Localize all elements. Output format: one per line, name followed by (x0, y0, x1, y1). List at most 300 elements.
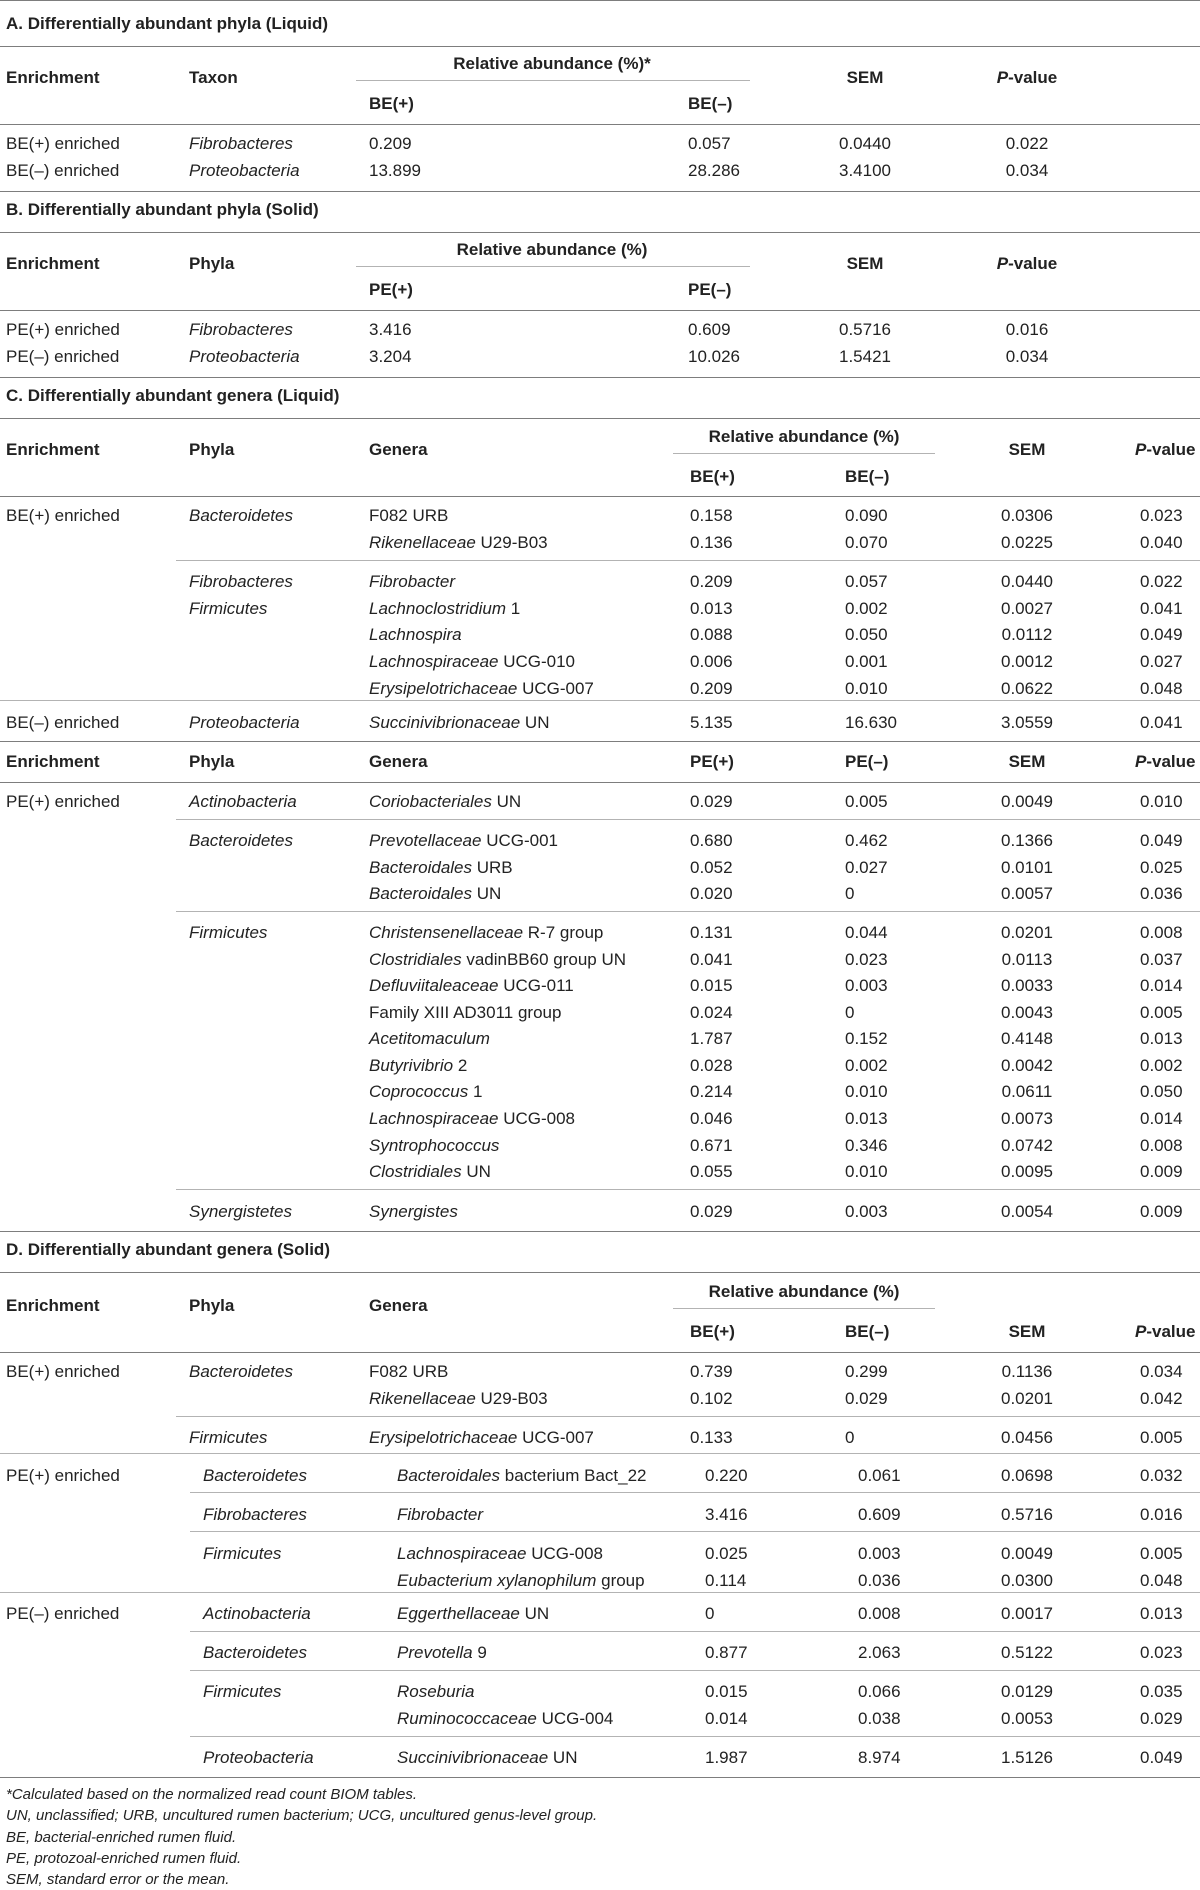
group-rule (190, 1631, 1200, 1632)
genus-name-suffix: U29-B03 (475, 1389, 548, 1408)
genus-name-italic: Rikenellaceae (369, 533, 476, 552)
phyla-cell: Actinobacteria (203, 1604, 311, 1623)
p-value-cell: 0.032 (1140, 1466, 1183, 1485)
genus-name-suffix: 2 (453, 1056, 468, 1075)
genus-name-italic: Fibrobacter (369, 572, 455, 591)
genus-cell (397, 1643, 487, 1663)
header-phyla: Phyla (189, 440, 235, 459)
p-value-cell: 0.022 (1140, 572, 1183, 591)
group-rule (176, 560, 1200, 561)
sem-cell: 0.0017 (1001, 1604, 1053, 1623)
p-value-cell: 0.050 (1140, 1082, 1183, 1101)
header-be-plus: BE(+) (369, 94, 414, 113)
value-cell: 0.010 (845, 1082, 888, 1101)
header-enrichment: Enrichment (6, 440, 100, 459)
p-value-cell: 0.042 (1140, 1389, 1183, 1408)
value-cell: 0.013 (845, 1109, 888, 1128)
genus-name-italic: Lachnoclostridium (369, 599, 507, 618)
header-bottom-rule (0, 496, 1200, 497)
phyla-cell: Firmicutes (203, 1682, 282, 1701)
genus-name-italic: Eggerthellaceae (397, 1604, 520, 1623)
genus-cell (369, 1029, 490, 1049)
value-cell: 0.015 (690, 976, 733, 995)
genus-name-italic: Lachnospiraceae (369, 1109, 499, 1128)
sem-cell: 0.0012 (1001, 652, 1053, 671)
value-cell: 8.974 (858, 1748, 901, 1767)
genus-cell (369, 1082, 482, 1102)
p-value-cell: 0.008 (1140, 1136, 1183, 1155)
p-value-cell: 0.005 (1140, 1003, 1183, 1022)
p-value-cell: 0.022 (1005, 134, 1049, 153)
genus-name-suffix: Family XIII AD3011 group (369, 1003, 562, 1022)
genus-name-suffix: UN (548, 1748, 578, 1767)
sem-cell: 0.0101 (1001, 858, 1053, 877)
value-cell: 0.003 (845, 1202, 888, 1221)
value-cell: 0.024 (690, 1003, 733, 1022)
genus-cell (369, 713, 549, 733)
sem-cell: 0.0440 (839, 134, 891, 153)
p-value-cell: 0.048 (1140, 679, 1183, 698)
p-value-cell: 0.048 (1140, 1571, 1183, 1590)
enrichment-cell: BE(–) enriched (6, 713, 120, 732)
genus-cell (369, 652, 575, 672)
footnote: UN, unclassified; URB, uncultured rumen bacterium; UCG, uncultured genus-level group. (6, 1807, 598, 1824)
section-c-top-rule (0, 377, 1200, 378)
value-cell: 0.029 (845, 1389, 888, 1408)
genus-name-suffix: UN (491, 792, 522, 811)
sem-cell: 0.0622 (1001, 679, 1053, 698)
sem-cell: 0.0201 (1001, 1389, 1053, 1408)
genus-name-italic: Ruminococcaceae (397, 1709, 537, 1728)
genus-cell (369, 950, 626, 970)
header-sem: SEM (1008, 752, 1046, 771)
value-cell: 0.003 (845, 976, 888, 995)
value-cell: 28.286 (688, 161, 740, 180)
footnote: *Calculated based on the normalized read count BIOM tables. (6, 1786, 418, 1803)
header-p-value: P-value (1135, 1322, 1196, 1341)
header-enrichment: Enrichment (6, 254, 100, 273)
genus-name-italic: Lachnospira (369, 625, 462, 644)
genus-cell (369, 1003, 561, 1023)
header-sem: SEM (1008, 440, 1046, 459)
value-cell: 5.135 (690, 713, 733, 732)
genus-name-suffix: UN (520, 713, 550, 732)
group-rule-full (0, 1592, 1200, 1593)
enrichment-cell: PE(+) enriched (6, 792, 120, 811)
value-cell: 1.987 (705, 1748, 748, 1767)
subheader-top-rule (0, 741, 1200, 742)
value-cell: 0.025 (705, 1544, 748, 1563)
genus-name-italic: Lachnospiraceae (369, 652, 499, 671)
sem-cell: 0.0095 (1001, 1162, 1053, 1181)
genus-name-italic: Roseburia (397, 1682, 475, 1701)
value-cell: 0.013 (690, 599, 733, 618)
value-cell: 0.052 (690, 858, 733, 877)
value-cell: 0.680 (690, 831, 733, 850)
genus-name-suffix: UCG-007 (517, 679, 594, 698)
genus-name-italic: Coriobacteriales (369, 792, 492, 811)
p-value-cell: 0.014 (1140, 976, 1183, 995)
genus-name-italic: Bacteroidales (369, 884, 473, 903)
header-enrichment: Enrichment (6, 68, 100, 87)
value-cell: 0.102 (690, 1389, 733, 1408)
p-value-cell: 0.040 (1140, 533, 1183, 552)
genus-name-suffix: R-7 group (523, 923, 604, 942)
p-value-cell: 0.029 (1140, 1709, 1183, 1728)
phyla-cell: Firmicutes (189, 1428, 268, 1447)
sem-cell: 0.1366 (1001, 831, 1053, 850)
value-cell: 0.005 (845, 792, 888, 811)
taxon-cell: Proteobacteria (189, 347, 300, 366)
genus-cell (369, 858, 513, 878)
genus-cell (369, 572, 455, 592)
group-rule (176, 911, 1200, 912)
value-cell: 0 (845, 1428, 855, 1447)
genus-name-italic: Prevotella (397, 1643, 473, 1662)
genus-cell (369, 599, 520, 619)
header-pe-plus: PE(+) (369, 280, 413, 299)
value-cell: 0.609 (688, 320, 731, 339)
value-cell: 0.010 (845, 1162, 888, 1181)
taxon-cell: Proteobacteria (189, 161, 300, 180)
genus-name-italic: Eubacterium xylanophilum (397, 1571, 597, 1590)
sem-cell: 0.0033 (1001, 976, 1053, 995)
group-rule (176, 1416, 1200, 1417)
genus-name-italic: Defluviitaleaceae (369, 976, 499, 995)
value-cell: 0.020 (690, 884, 733, 903)
value-cell: 0.220 (705, 1466, 748, 1485)
value-cell: 1.787 (690, 1029, 733, 1048)
value-cell: 0.055 (690, 1162, 733, 1181)
header-relative-abundance: Relative abundance (%) (708, 427, 900, 446)
enrichment-cell: BE(+) enriched (6, 134, 120, 153)
genus-name-italic: Fibrobacter (397, 1505, 483, 1524)
header-relative-abundance: Relative abundance (%)* (453, 54, 651, 73)
group-rule (176, 1189, 1200, 1190)
section-b-top-rule (0, 191, 1200, 192)
subheader-bottom-rule (0, 782, 1200, 783)
genus-name-suffix: UCG-008 (498, 1109, 576, 1128)
sem-cell: 0.0057 (1001, 884, 1053, 903)
sem-cell: 1.5126 (1001, 1748, 1053, 1767)
group-rule-full (0, 1453, 1200, 1454)
value-cell: 0.299 (845, 1362, 888, 1381)
sem-cell: 0.0053 (1001, 1709, 1053, 1728)
value-cell: 0 (845, 1003, 855, 1022)
genus-name-suffix: UCG-008 (526, 1544, 604, 1563)
genus-name-suffix: URB (472, 858, 513, 877)
genus-cell (397, 1466, 646, 1486)
genus-cell (369, 884, 501, 904)
sem-cell: 0.1136 (1001, 1362, 1053, 1381)
header-sem: SEM (846, 68, 884, 87)
value-cell: 0.010 (845, 679, 888, 698)
group-rule (190, 1736, 1200, 1737)
genus-cell (369, 831, 558, 851)
value-cell: 0.609 (858, 1505, 901, 1524)
p-value-cell: 0.027 (1140, 652, 1183, 671)
sem-cell: 0.0698 (1001, 1466, 1053, 1485)
sem-cell: 0.0043 (1001, 1003, 1053, 1022)
p-value-cell: 0.016 (1140, 1505, 1183, 1524)
sem-cell: 0.0054 (1001, 1202, 1053, 1221)
value-cell: 3.416 (705, 1505, 748, 1524)
header-phyla: Phyla (189, 1296, 235, 1315)
p-value-cell: 0.023 (1140, 506, 1183, 525)
phyla-cell: Firmicutes (189, 599, 268, 618)
section-d-top-rule (0, 1231, 1200, 1232)
sem-cell: 0.0742 (1001, 1136, 1053, 1155)
p-value-cell: 0.013 (1140, 1604, 1183, 1623)
value-cell: 10.026 (688, 347, 740, 366)
genus-cell (369, 1202, 458, 1222)
footnote: PE, protozoal-enriched rumen fluid. (6, 1850, 242, 1867)
value-cell: 0 (705, 1604, 715, 1623)
genus-cell (397, 1709, 613, 1729)
p-value-cell: 0.035 (1140, 1682, 1183, 1701)
section-a-rule (0, 46, 1200, 47)
value-cell: 0.114 (705, 1571, 747, 1590)
phyla-cell: Bacteroidetes (203, 1466, 307, 1485)
value-cell: 0.028 (690, 1056, 733, 1075)
header-genera: Genera (369, 752, 428, 771)
p-value-cell: 0.008 (1140, 923, 1183, 942)
genus-name-italic: Lachnospiraceae (397, 1544, 527, 1563)
p-value-cell: 0.009 (1140, 1162, 1183, 1181)
value-cell: 0.090 (845, 506, 888, 525)
genus-name-italic: Acetitomaculum (369, 1029, 490, 1048)
header-enrichment: Enrichment (6, 752, 100, 771)
section-a-title: A. Differentially abundant phyla (Liquid) (6, 14, 329, 33)
header-bottom-rule (0, 310, 1200, 311)
value-cell: 0.050 (845, 625, 888, 644)
phyla-cell: Bacteroidetes (189, 831, 293, 850)
value-cell: 0.029 (690, 1202, 733, 1221)
sem-cell: 0.0306 (1001, 506, 1053, 525)
p-value-cell: 0.005 (1140, 1544, 1183, 1563)
genus-name-italic: Succinivibrionaceae (369, 713, 521, 732)
p-value-cell: 0.034 (1005, 161, 1049, 180)
value-cell: 0.015 (705, 1682, 748, 1701)
genus-cell (369, 506, 448, 526)
p-value-cell: 0.014 (1140, 1109, 1183, 1128)
value-cell: 0.209 (369, 134, 412, 153)
genus-name-italic: Coprococcus (369, 1082, 469, 1101)
header-span-rule (356, 80, 750, 81)
header-sem: SEM (846, 254, 884, 273)
genus-cell (369, 625, 462, 645)
section-b-title: B. Differentially abundant phyla (Solid) (6, 200, 319, 219)
section-c-title: C. Differentially abundant genera (Liquid) (6, 386, 340, 405)
genus-name-italic: Rikenellaceae (369, 1389, 476, 1408)
genus-name-italic: Erysipelotrichaceae (369, 1428, 518, 1447)
genus-cell (369, 1389, 548, 1409)
value-cell: 16.630 (845, 713, 897, 732)
header-bottom-rule (0, 1352, 1200, 1353)
genus-name-italic: Christensenellaceae (369, 923, 524, 942)
genus-name-italic: Clostridiales (369, 950, 462, 969)
p-value-cell: 0.049 (1140, 1748, 1183, 1767)
group-rule-full (0, 700, 1200, 701)
header-sem: SEM (1008, 1322, 1046, 1341)
header-pe-minus: PE(–) (845, 752, 889, 771)
p-value-cell: 0.025 (1140, 858, 1183, 877)
table-bottom-rule (0, 1777, 1200, 1778)
p-value-cell: 0.037 (1140, 950, 1183, 969)
genus-name-suffix: vadinBB60 group UN (461, 950, 627, 969)
phyla-cell: Fibrobacteres (203, 1505, 307, 1524)
sem-cell: 0.0611 (1001, 1082, 1053, 1101)
taxon-cell: Fibrobacteres (189, 320, 293, 339)
genus-name-suffix: UCG-011 (498, 976, 574, 995)
value-cell: 0.131 (690, 923, 733, 942)
sem-cell: 0.0073 (1001, 1109, 1053, 1128)
genus-cell (369, 1428, 594, 1448)
header-phyla: Phyla (189, 254, 235, 273)
value-cell: 0.027 (845, 858, 888, 877)
sem-cell: 0.0456 (1001, 1428, 1053, 1447)
value-cell: 0.088 (690, 625, 733, 644)
value-cell: 0.023 (845, 950, 888, 969)
p-value-cell: 0.041 (1140, 713, 1183, 732)
enrichment-cell: BE(+) enriched (6, 1362, 120, 1381)
genus-cell (369, 679, 594, 699)
header-span-rule (356, 266, 750, 267)
phyla-cell: Firmicutes (203, 1544, 282, 1563)
genus-name-italic: Syntrophococcus (369, 1136, 500, 1155)
p-value-cell: 0.023 (1140, 1643, 1183, 1662)
value-cell: 0.038 (858, 1709, 901, 1728)
value-cell: 0.462 (845, 831, 888, 850)
footnote: BE, bacterial-enriched rumen fluid. (6, 1829, 237, 1846)
phyla-cell: Fibrobacteres (189, 572, 293, 591)
p-value-cell: 0.041 (1140, 599, 1183, 618)
sem-cell: 0.0112 (1001, 625, 1053, 644)
taxon-cell: Fibrobacteres (189, 134, 293, 153)
header-p-value: P-value (996, 254, 1058, 273)
value-cell: 0.002 (845, 1056, 888, 1075)
enrichment-cell: PE(–) enriched (6, 1604, 120, 1623)
genus-name-italic: Succinivibrionaceae (397, 1748, 549, 1767)
value-cell: 3.204 (369, 347, 412, 366)
sem-cell: 0.0201 (1001, 923, 1053, 942)
phyla-cell: Firmicutes (189, 923, 268, 942)
value-cell: 0.057 (845, 572, 888, 591)
group-rule (190, 1670, 1200, 1671)
phyla-cell: Bacteroidetes (189, 1362, 293, 1381)
value-cell: 3.416 (369, 320, 412, 339)
genus-name-suffix: F082 URB (369, 506, 449, 525)
genus-name-suffix: UN (519, 1604, 550, 1623)
phyla-cell: Proteobacteria (203, 1748, 314, 1767)
genus-name-italic: Synergistes (369, 1202, 458, 1221)
header-be-minus: BE(–) (845, 467, 890, 486)
value-cell: 0.214 (690, 1082, 733, 1101)
genus-cell (369, 1056, 467, 1076)
genus-name-suffix: group (596, 1571, 645, 1590)
value-cell: 0.066 (858, 1682, 901, 1701)
genus-name-italic: Bacteroidales (397, 1466, 501, 1485)
p-value-cell: 0.016 (1005, 320, 1049, 339)
genus-name-suffix: UCG-010 (498, 652, 576, 671)
genus-name-suffix: 1 (506, 599, 521, 618)
section-d-rule (0, 1272, 1200, 1273)
header-p-value: P-value (1135, 440, 1196, 459)
value-cell: 13.899 (369, 161, 421, 180)
genus-name-suffix: UN (472, 884, 502, 903)
enrichment-cell: BE(–) enriched (6, 161, 120, 180)
enrichment-cell: PE(–) enriched (6, 347, 120, 366)
genus-name-italic: Clostridiales (369, 1162, 462, 1181)
p-value-cell: 0.005 (1140, 1428, 1183, 1447)
genus-cell (369, 533, 548, 553)
value-cell: 0.209 (690, 572, 733, 591)
p-value-cell: 0.009 (1140, 1202, 1183, 1221)
value-cell: 0.057 (688, 134, 731, 153)
genus-name-italic: Prevotellaceae (369, 831, 482, 850)
header-relative-abundance: Relative abundance (%) (456, 240, 648, 259)
p-value-cell: 0.049 (1140, 625, 1183, 644)
section-d-title: D. Differentially abundant genera (Solid) (6, 1240, 330, 1259)
genus-cell (369, 923, 603, 943)
header-span-rule (673, 453, 935, 454)
p-value-cell: 0.013 (1140, 1029, 1183, 1048)
enrichment-cell: PE(+) enriched (6, 1466, 120, 1485)
sem-cell: 0.0042 (1001, 1056, 1053, 1075)
header-taxon: Taxon (189, 68, 238, 87)
section-c-rule (0, 418, 1200, 419)
sem-cell: 0.0113 (1001, 950, 1053, 969)
header-pe-plus: PE(+) (690, 752, 734, 771)
genus-cell (397, 1571, 645, 1591)
genus-cell (397, 1682, 475, 1702)
group-rule (176, 819, 1200, 820)
value-cell: 0.671 (690, 1136, 733, 1155)
genus-cell (369, 1362, 448, 1382)
value-cell: 0.044 (845, 923, 888, 942)
genus-name-suffix: bacterium Bact_22 (500, 1466, 647, 1485)
genus-name-suffix: F082 URB (369, 1362, 449, 1381)
header-genera: Genera (369, 440, 428, 459)
genus-name-suffix: UCG-004 (536, 1709, 614, 1728)
genus-cell (397, 1748, 577, 1768)
value-cell: 0.070 (845, 533, 888, 552)
header-be-minus: BE(–) (688, 94, 733, 113)
sem-cell: 0.4148 (1001, 1029, 1053, 1048)
genus-name-suffix: 9 (472, 1643, 487, 1662)
footnote: SEM, standard error or the mean. (6, 1871, 230, 1888)
header-bottom-rule (0, 124, 1200, 125)
value-cell: 0.152 (845, 1029, 888, 1048)
header-span-rule (673, 1308, 935, 1309)
genus-cell (397, 1604, 549, 1624)
value-cell: 0.003 (858, 1544, 901, 1563)
value-cell: 0.158 (690, 506, 733, 525)
header-p-value: P-value (996, 68, 1058, 87)
sem-cell: 0.0440 (1001, 572, 1053, 591)
genus-name-italic: Bacteroidales (369, 858, 473, 877)
phyla-cell: Bacteroidetes (203, 1643, 307, 1662)
value-cell: 0.008 (858, 1604, 901, 1623)
genus-name-italic: Butyrivibrio (369, 1056, 454, 1075)
p-value-cell: 0.049 (1140, 831, 1183, 850)
genus-cell (369, 1109, 575, 1129)
genus-name-suffix: UCG-007 (517, 1428, 594, 1447)
genus-name-suffix: U29-B03 (475, 533, 548, 552)
value-cell: 2.063 (858, 1643, 901, 1662)
value-cell: 0.209 (690, 679, 733, 698)
sem-cell: 3.0559 (1001, 713, 1053, 732)
